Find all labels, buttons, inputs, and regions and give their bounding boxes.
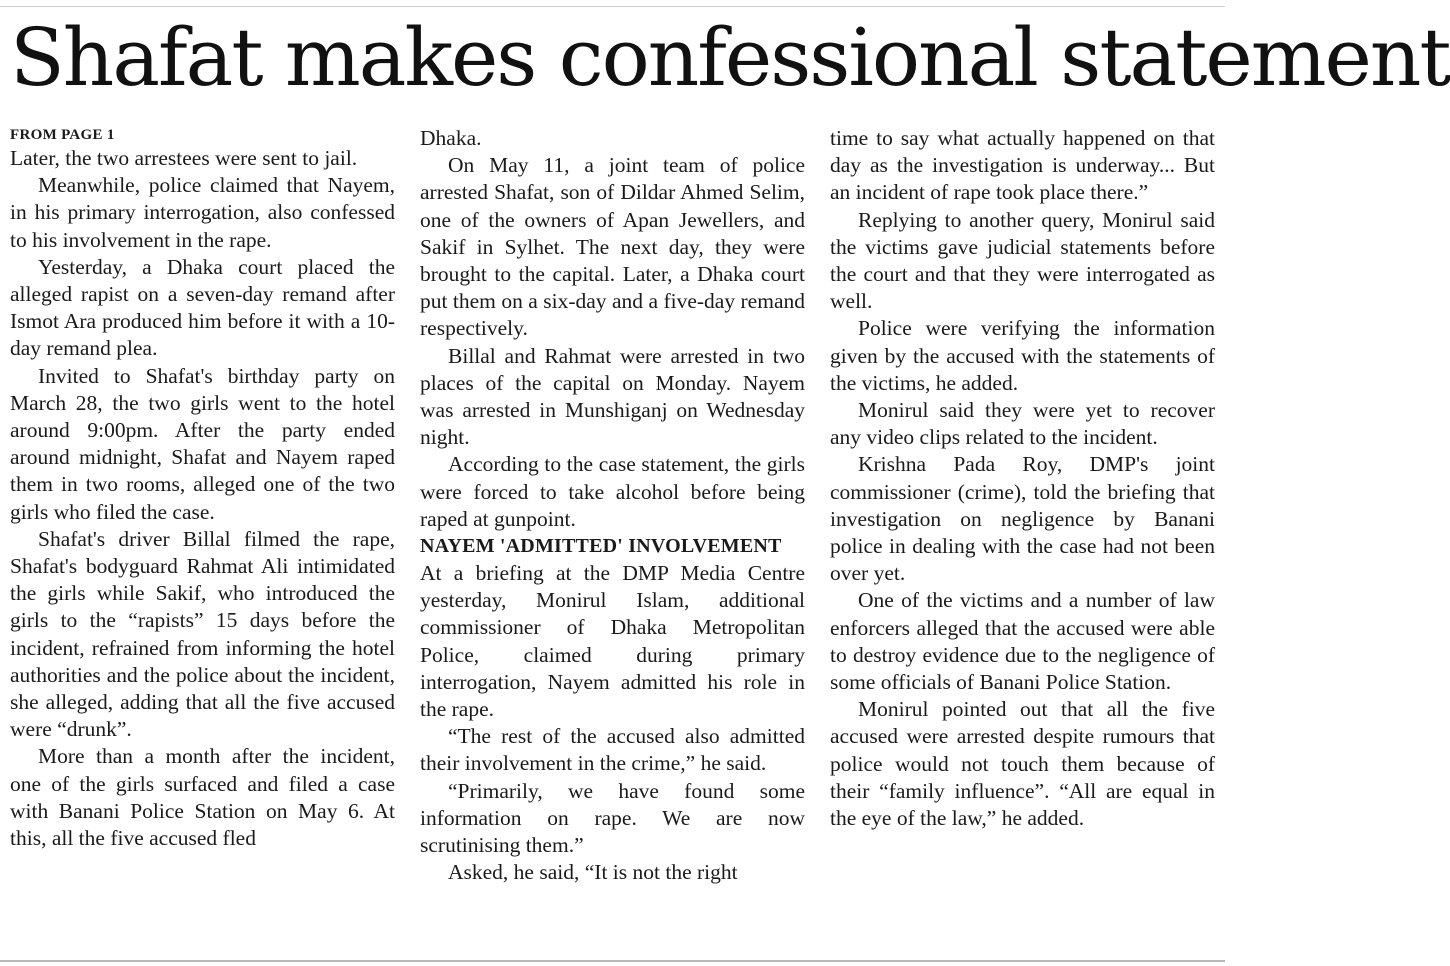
paragraph: Asked, he said, “It is not the right <box>448 860 738 885</box>
paragraph: Billal and Rahmat were arrested in two places of the capital on Monday. Nayem was arrested in Munshiganj on Wednesday night. <box>420 343 805 450</box>
paragraph: Shafat's driver Billal filmed the rape, Shafat's bodyguard Rahmat Ali intimidated the girls while Sakif, who introduced the girls to the “rapists” 15 days before the incident, refrained from informing the hotel authorities and the police about the incident, she alleged, adding that all the five accused were “drunk”. <box>10 526 395 742</box>
paragraph: time to say what actually happened on that day as the investigation is underway... But an incident of rape took place there.” <box>830 126 1215 205</box>
paragraph: Police were verifying the information given by the accused with the statements of the victims, he added. <box>830 316 1215 395</box>
paragraph: “Primarily, we have found some information on rape. We are now scrutinising them.” <box>420 778 805 858</box>
paragraph: Later, the two arrestees were sent to jail. <box>10 146 358 170</box>
paragraph: Dhaka. <box>420 126 482 150</box>
paragraph: Krishna Pada Roy, DMP's joint commissioner (crime), told the briefing that investigation on negligence by Banani police in dealing with the case had not been over yet. <box>830 452 1215 586</box>
paragraph: Replying to another query, Monirul said the victims gave judicial statements before the court and that they were interrogated as well. <box>830 207 1215 314</box>
paragraph: At a briefing at the DMP Media Centre yesterday, Monirul Islam, additional commissioner of Dhaka Metropolitan Police, claimed during primary interrogation, Nayem admitted his role in the rape. <box>420 561 805 722</box>
article-column-1 <box>10 125 395 852</box>
top-rule <box>0 6 1225 7</box>
paragraph: “The rest of the accused also admitted their involvement in the crime,” he said. <box>420 724 805 776</box>
bottom-rule <box>0 960 1225 962</box>
paragraph: According to the case statement, the girls were forced to take alcohol before being raped at gunpoint. <box>420 452 805 531</box>
article-column-3 <box>830 125 1215 832</box>
paragraph: One of the victims and a number of law enforcers alleged that the accused were able to destroy evidence due to the negligence of some officials of Banani Police Station. <box>830 588 1215 695</box>
paragraph: Invited to Shafat's birthday party on March 28, the two girls went to the hotel around 9:00pm. After the party ended around midnight, Shafat and Nayem raped them in two rooms, alleged one of the two girls who filed the case. <box>10 363 395 524</box>
paragraph: Meanwhile, police claimed that Nayem, in his primary interrogation, also confessed to his involvement in the rape. <box>10 173 395 252</box>
paragraph: Monirul said they were yet to recover any video clips related to the incident. <box>830 398 1215 450</box>
headline: Shafat makes confessional statement <box>10 11 1450 104</box>
subhead: NAYEM 'ADMITTED' INVOLVEMENT <box>420 535 782 558</box>
article-column-2 <box>420 125 805 886</box>
kicker: FROM PAGE 1 <box>10 127 115 143</box>
paragraph: Yesterday, a Dhaka court placed the alleged rapist on a seven-day remand after Ismot Ara produced him before it with a 10-day remand plea. <box>10 254 395 361</box>
paragraph: More than a month after the incident, one of the girls surfaced and filed a case with Banani Police Station on May 6. At this, all the five accused fled <box>10 744 395 851</box>
paragraph: Monirul pointed out that all the five accused were arrested despite rumours that police would not touch them because of their “family influence”. “All are equal in the eye of the law,” he added. <box>830 697 1215 831</box>
paragraph: On May 11, a joint team of police arrested Shafat, son of Dildar Ahmed Selim, one of the owners of Apan Jewellers, and Sakif in Sylhet. The next day, they were brought to the capital. Later, a Dhaka court put them on a six-day and a five-day remand respectively. <box>420 153 805 341</box>
